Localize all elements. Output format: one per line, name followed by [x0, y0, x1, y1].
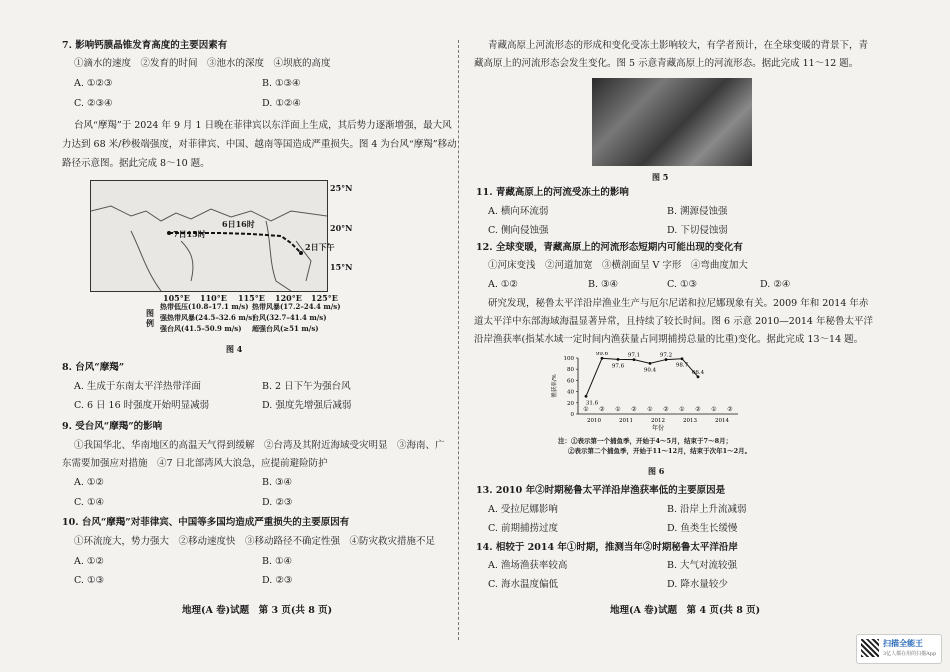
q12-stem: 12. 全球变暖，青藏高原上的河流形态短期内可能出现的变化有 [476, 242, 743, 253]
q8-stem: 8. 台风“摩羯” [62, 362, 125, 373]
q9-option-line: ①我国华北、华南地区的高温天气得到缓解 ②台湾及其附近海域受灾明显 ③海南、广 [74, 440, 445, 451]
track-label: 7日15时 [173, 229, 206, 239]
q10-stem: 10. 台风“摩羯”对菲律宾、中国等多国均造成严重损失的主要原因有 [62, 517, 350, 528]
chart-note: 注：①表示第一个捕鱼季，开始于4～5月，结束于7～8月； [558, 437, 733, 445]
q11-d: D. 下切侵蚀弱 [667, 225, 728, 236]
data-label: 66.4 [691, 369, 705, 376]
q14-c: C. 海水温度偏低 [488, 579, 558, 590]
q8-d: D. 强度先增强后减弱 [262, 400, 352, 411]
period-label: ① [615, 406, 621, 413]
data-point [585, 395, 588, 398]
intro-line: 力达到 68 米/秒极端强度，对菲律宾、中国、越南等国造成严重损失。图 4 为台风“摩羯”移动 [62, 139, 457, 150]
y-tick-label: 60 [567, 378, 574, 385]
lon-label: 110°E [200, 293, 227, 303]
year-label: 2014 [715, 418, 729, 424]
q13-d: D. 鱼类生长缓慢 [667, 523, 738, 534]
period-label: ① [647, 406, 653, 413]
lon-label: 120°E [275, 293, 302, 303]
page-footer-right: 地理(A 卷)试题 第 4 页(共 8 页) [610, 605, 761, 616]
lat-label: 25°N [330, 183, 353, 193]
q12-a: A. ①② [488, 279, 518, 290]
period-label: ② [663, 406, 669, 413]
period-label: ② [695, 406, 701, 413]
q9-option-line: 东需要加强应对措施 ④7 日北部湾风大浪急，应提前避险防护 [62, 458, 328, 469]
data-label: 98.7 [675, 362, 689, 369]
q10-b: B. ①④ [262, 556, 293, 567]
legend-item: 台风(32.7–41.4 m/s) [252, 313, 327, 322]
data-label: 97.2 [659, 352, 673, 359]
track-label: 2日下午 [305, 242, 335, 252]
data-label: 99.6 [595, 352, 609, 358]
lon-label: 115°E [238, 293, 265, 303]
q9-stem: 9. 受台风“摩羯”的影响 [62, 421, 163, 432]
y-tick-label: 80 [567, 367, 574, 374]
q7-options: ①滴水的速度 ②发育的时间 ③池水的深度 ④坝底的高度 [74, 58, 331, 69]
q12-options: ①河床变浅 ②河道加宽 ③横剖面呈 V 字形 ④弯曲度加大 [488, 260, 748, 271]
year-label: 2012 [651, 418, 665, 424]
period-label: ② [631, 406, 637, 413]
legend-item: 热带低压(10.8–17.1 m/s) [160, 302, 249, 311]
y-tick-label: 100 [563, 356, 574, 362]
intro-line: 沿岸渔获率(指某水域一定时间内渔获量占同期捕捞总量的比重)变化。据此完成 13～14 题。 [474, 334, 864, 345]
scanner-title: 扫描全能王 [883, 638, 923, 648]
scanner-subtitle: 3亿人都在用的扫描App [883, 651, 937, 657]
data-label: 97.1 [627, 352, 641, 359]
intro-line: 青藏高原上河流形态的形成和变化受冻土影响较大，有学者预计，在全球变暖的背景下，青 [488, 40, 869, 51]
q13-c: C. 前期捕捞过度 [488, 523, 558, 534]
year-label: 2010 [587, 418, 601, 424]
qr-code-icon [861, 639, 879, 657]
period-label: ② [599, 406, 605, 413]
legend-item: 强热带风暴(24.5–32.6 m/s) [160, 313, 256, 322]
legend-item: 超强台风(≥51 m/s) [252, 324, 319, 333]
period-label: ① [679, 406, 685, 413]
lon-label: 125°E [311, 293, 338, 303]
intro-line: 藏高原上的河流形态会发生变化。图 5 示意青藏高原上的河流形态。据此完成 11～12 题。 [474, 58, 859, 69]
figure-caption: 图 5 [652, 172, 669, 182]
track-label: 6日16时 [222, 219, 255, 229]
q9-c: C. ①④ [74, 497, 105, 508]
q10-c: C. ①③ [74, 575, 105, 586]
q14-b: B. 大气对流较强 [667, 560, 738, 571]
y-axis-label: 渔获率/% [552, 374, 558, 398]
scanner-watermark [856, 634, 942, 664]
data-label: 31.6 [585, 400, 599, 407]
map-svg [91, 181, 327, 291]
legend-title: 图例 [146, 308, 154, 328]
q13-stem: 13. 2010 年②时期秘鲁太平洋沿岸渔获率低的主要原因是 [476, 485, 726, 496]
q12-d: D. ②④ [760, 279, 791, 290]
q11-a: A. 横向环流弱 [488, 206, 549, 217]
column-divider [458, 40, 459, 640]
river-photo [592, 78, 752, 166]
data-point [697, 375, 700, 378]
q8-a: A. 生成于东南太平洋热带洋面 [74, 381, 201, 392]
data-label: 90.4 [643, 367, 657, 374]
y-tick-label: 40 [567, 389, 574, 396]
legend-item: 热带风暴(17.2–24.4 m/s) [252, 302, 341, 311]
period-label: ① [711, 406, 717, 413]
q8-c: C. 6 日 16 时强度开始明显减弱 [74, 400, 210, 411]
intro-line: 研究发现，秘鲁太平洋沿岸渔业生产与厄尔尼诺和拉尼娜现象有关。2009 年和 2014 年赤 [488, 298, 869, 309]
q7-a: A. ①②③ [74, 78, 113, 89]
q14-a: A. 渔场渔获率较高 [488, 560, 568, 571]
q9-b: B. ③④ [262, 477, 293, 488]
q7-d: D. ①②④ [262, 98, 301, 109]
q10-a: A. ①② [74, 556, 104, 567]
q14-stem: 14. 相较于 2014 年①时期，推测当年②时期秘鲁太平洋沿岸 [476, 542, 738, 553]
figure-caption: 图 4 [226, 344, 243, 354]
q11-stem: 11. 青藏高原上的河流受冻土的影响 [476, 187, 629, 198]
chart-note: ②表示第二个捕鱼季，开始于11～12月，结束于次年1～2月。 [568, 447, 752, 455]
q12-c: C. ①③ [667, 279, 698, 290]
y-tick-label: 0 [570, 412, 574, 418]
q11-b: B. 溯源侵蚀强 [667, 206, 728, 217]
period-label: ① [583, 406, 589, 413]
lon-label: 105°E [163, 293, 190, 303]
q9-d: D. ②③ [262, 497, 293, 508]
data-point [633, 358, 636, 361]
q7-stem: 7. 影响钙膜晶锥发育高度的主要因素有 [62, 40, 228, 51]
lat-label: 20°N [330, 223, 353, 233]
q7-b: B. ①③④ [262, 78, 301, 89]
data-point [649, 362, 652, 365]
intro-line: 道太平洋中东部海域海温显著异常，且持续了较长时间。图 6 示意 2010—2014 年秘鲁太平洋 [474, 316, 873, 327]
q8-b: B. 2 日下午为强台风 [262, 381, 351, 392]
typhoon-track-map [90, 180, 328, 292]
x-axis-label: 年份 [651, 425, 665, 432]
q10-d: D. ②③ [262, 575, 293, 586]
q10-options: ①环流庞大，势力强大 ②移动速度快 ③移动路径不确定性强 ④防灾救灾措施不足 [74, 536, 436, 547]
intro-line: 路径示意图。据此完成 8～10 题。 [62, 158, 210, 169]
q7-c: C. ②③④ [74, 98, 113, 109]
data-point [681, 357, 684, 360]
y-tick-label: 20 [567, 400, 574, 407]
period-label: ② [727, 406, 733, 413]
data-label: 97.6 [611, 363, 625, 370]
data-point [617, 358, 620, 361]
year-label: 2011 [619, 418, 633, 424]
lat-label: 15°N [330, 262, 353, 272]
q14-d: D. 降水量较少 [667, 579, 728, 590]
page-footer-left: 地理(A 卷)试题 第 3 页(共 8 页) [182, 605, 333, 616]
q9-a: A. ①② [74, 477, 104, 488]
q13-b: B. 沿岸上升流减弱 [667, 504, 747, 515]
q13-a: A. 受拉尼娜影响 [488, 504, 558, 515]
data-point [601, 357, 604, 360]
data-point [665, 358, 668, 361]
q11-c: C. 侧向侵蚀强 [488, 225, 549, 236]
legend-item: 强台风(41.5–50.9 m/s) [160, 324, 242, 333]
q12-b: B. ③④ [588, 279, 619, 290]
intro-line: 台风“摩羯”于 2024 年 9 月 1 日晚在菲律宾以东洋面上生成，其后势力逐渐增强，最大风 [74, 120, 452, 131]
figure-caption: 图 6 [648, 466, 665, 476]
year-label: 2013 [683, 418, 697, 424]
